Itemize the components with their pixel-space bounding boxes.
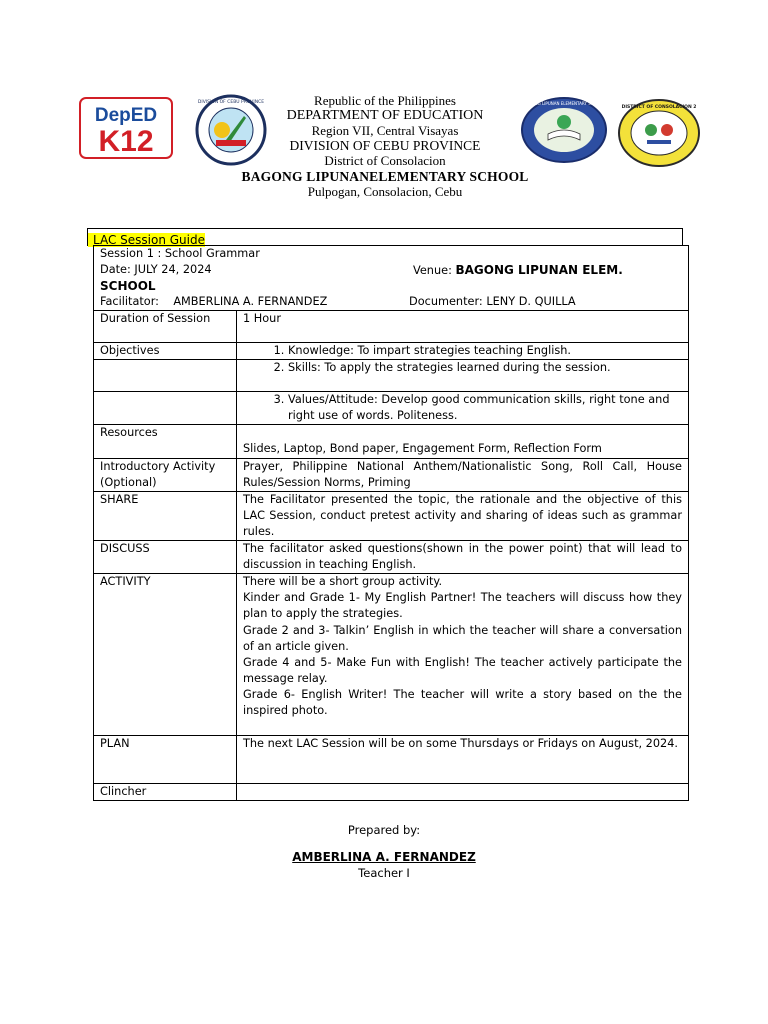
activity-label: ACTIVITY <box>94 574 237 736</box>
table-row <box>94 246 689 311</box>
activity-line: Grade 2 and 3- Talkin’ English in which the teacher will share a conversation of an article given. <box>243 623 682 653</box>
documenter: Documenter: LENY D. QUILLA <box>409 295 576 309</box>
district-seal <box>617 98 701 168</box>
objective-item: 2. Skills: To apply the strategies learned during the session. <box>288 360 682 376</box>
table-row <box>94 360 689 392</box>
share-value: The Facilitator presented the topic, the rationale and the objective of this LAC Session, conduct pretest activity and sharing of ideas such as grammar rules. <box>237 491 689 540</box>
preparer-name: AMBERLINA A. FERNANDEZ <box>292 850 476 864</box>
activity-line: Grade 6- English Writer! The teacher will write a story based on the the inspired photo. <box>243 687 682 717</box>
plan-value: The next LAC Session will be on some Thursdays or Fridays on August, 2024. <box>237 736 689 784</box>
activity-value <box>237 574 689 736</box>
share-label: SHARE <box>94 491 237 540</box>
venue-continuation: SCHOOL <box>100 279 156 294</box>
district-line: District of Consolacion <box>324 153 446 168</box>
clincher-label: Clincher <box>94 784 237 801</box>
activity-line: Kinder and Grade 1- My English Partner! The teachers will discuss how they plan to apply the strategies. <box>243 591 682 621</box>
activity-line: Grade 4 and 5- Make Fun with English! The teacher actively participate the message relay. <box>243 655 682 685</box>
deped-k12-logo <box>79 97 173 159</box>
resources-label: Resources <box>94 425 237 458</box>
school-address: Pulpogan, Consolacion, Cebu <box>307 184 463 199</box>
region-line: Region VII, Central Visayas <box>311 123 459 138</box>
objective-item: 1. Knowledge: To impart strategies teaching English. <box>288 343 682 359</box>
activity-line: There will be a short group activity. <box>243 575 443 589</box>
preparer-position: Teacher I <box>358 866 410 880</box>
table-row <box>94 491 689 540</box>
objective-item: 3. Values/Attitude: Develop good communication skills, right tone and right use of words. Politeness. <box>288 392 682 424</box>
objectives-label: Objectives <box>94 343 237 360</box>
table-row <box>94 425 689 458</box>
republic-line: Republic of the Philippines <box>314 93 456 108</box>
session-date: Date: JULY 24, 2024 <box>100 263 212 277</box>
table-row <box>94 736 689 784</box>
session-info-cell <box>94 246 689 311</box>
facilitator: Facilitator: AMBERLINA A. FERNANDEZ <box>100 295 328 309</box>
guide-title: LAC Session Guide <box>88 233 205 247</box>
discuss-value: The facilitator asked questions(shown in the power point) that will lead to discussion in teaching English. <box>237 541 689 574</box>
plan-label: PLAN <box>94 736 237 784</box>
table-row <box>94 343 689 360</box>
district-seal-text: DISTRICT OF CONSOLACION 2 <box>621 105 697 110</box>
table-row <box>94 311 689 343</box>
guide-title-box <box>87 228 683 246</box>
letterhead <box>230 93 540 199</box>
clincher-value <box>237 784 689 801</box>
resources-value: Slides, Laptop, Bond paper, Engagement Form, Reflection Form <box>237 425 689 458</box>
intro-value: Prayer, Philippine National Anthem/Nationalistic Song, Roll Call, House Rules/Session Norms, Priming <box>237 458 689 491</box>
discuss-label: DISCUSS <box>94 541 237 574</box>
department-line: DEPARTMENT OF EDUCATION <box>286 108 484 123</box>
cebu-seal-text: DIVISION OF CEBU PROVINCE <box>197 100 265 105</box>
division-line: DIVISION OF CEBU PROVINCE <box>289 138 481 153</box>
table-row <box>94 458 689 491</box>
table-row <box>94 392 689 425</box>
table-row <box>94 541 689 574</box>
school-seal-text: BAGONG LIPUNAN ELEMENTARY SCHOOL <box>523 101 605 106</box>
deped-text: DepED <box>94 105 158 126</box>
venue-label: Venue: <box>413 264 456 278</box>
table-row <box>94 574 689 736</box>
session-title: Session 1 : School Grammar <box>100 247 260 260</box>
k12-text: K12 <box>98 125 154 158</box>
school-name: BAGONG LIPUNANELEMENTARY SCHOOL <box>241 169 529 184</box>
intro-label: Introductory Activity (Optional) <box>94 458 237 491</box>
prepared-by-label: Prepared by: <box>347 823 421 837</box>
table-row <box>94 784 689 801</box>
venue-value: BAGONG LIPUNAN ELEM. <box>455 263 623 278</box>
duration-label: Duration of Session <box>94 311 237 343</box>
lac-session-table <box>93 245 689 801</box>
duration-value: 1 Hour <box>237 311 689 343</box>
